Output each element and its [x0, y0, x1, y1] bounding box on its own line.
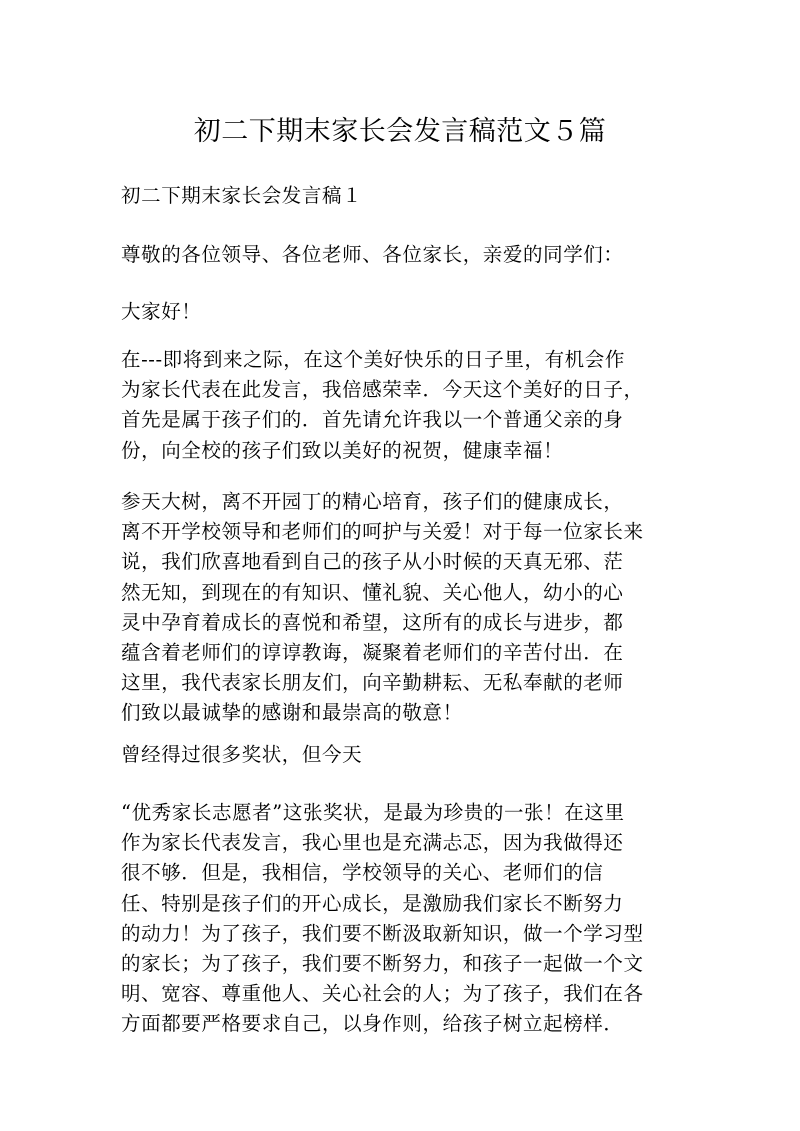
paragraph-2-line: 灵中孕育着成长的喜悦和希望，这所有的成长与进步，都	[121, 610, 624, 634]
paragraph-4-line: 明、宽容、尊重他人、关心社会的人；为了孩子，我们在各	[121, 982, 644, 1006]
paragraph-4-line: 作为家长代表发言，我心里也是充满忐忑，因为我做得还	[121, 831, 624, 855]
paragraph-1-line: 为家长代表在此发言，我倍感荣幸．今天这个美好的日子，	[121, 378, 644, 402]
paragraph-1-line: 首先是属于孩子们的．首先请允许我以一个普通父亲的身	[121, 408, 624, 432]
document-title: 初二下期末家长会发言稿范文５篇	[193, 116, 607, 147]
paragraph-2	[121, 487, 666, 729]
paragraph-1-line: 在---即将到来之际，在这个美好快乐的日子里，有机会作	[121, 348, 625, 371]
section-heading: 初二下期末家长会发言稿１	[121, 184, 363, 207]
paragraph-1	[121, 345, 666, 466]
paragraph-3: 曾经得过很多奖状，但今天	[121, 743, 363, 766]
paragraph-1-line: 份，向全校的孩子们致以美好的祝贺，健康幸福！	[121, 438, 564, 462]
paragraph-2-line: 参天大树，离不开园丁的精心培育，孩子们的健康成长，	[121, 490, 624, 513]
paragraph-2-line: 这里，我代表家长朋友们，向辛勤耕耘、无私奉献的老师	[121, 671, 624, 695]
paragraph-4-line: 很不够．但是，我相信，学校领导的关心、老师们的信	[121, 861, 604, 885]
paragraph-2-line: 然无知，到现在的有知识、懂礼貌、关心他人，幼小的心	[121, 580, 624, 604]
paragraph-4-line: “优秀家长志愿者”这张奖状，是最为珍贵的一张！在这里	[121, 801, 625, 824]
paragraph-2-line: 蕴含着老师们的谆谆教诲，凝聚着老师们的辛苦付出．在	[121, 641, 624, 665]
paragraph-2-line: 们致以最诚挚的感谢和最崇高的敬意！	[121, 701, 463, 725]
paragraph-2-line: 说，我们欣喜地看到自己的孩子从小时候的天真无邪、茫	[121, 550, 624, 574]
paragraph-2-line: 离不开学校领导和老师们的呵护与关爱！对于每一位家长来	[121, 520, 644, 544]
paragraph-4-line: 的家长；为了孩子，我们要不断努力，和孩子一起做一个文	[121, 952, 644, 976]
paragraph-4-line: 的动力！为了孩子，我们要不断汲取新知识，做一个学习型	[121, 921, 644, 945]
salutation: 尊敬的各位领导、各位老师、各位家长，亲爱的同学们：	[121, 243, 624, 266]
paragraph-4-line: 任、特别是孩子们的开心成长，是激励我们家长不断努力	[121, 891, 624, 915]
paragraph-4-line: 方面都要严格要求自己，以身作则，给孩子树立起榜样．	[121, 1012, 624, 1036]
paragraph-4	[121, 798, 666, 1040]
greeting: 大家好！	[121, 300, 202, 323]
